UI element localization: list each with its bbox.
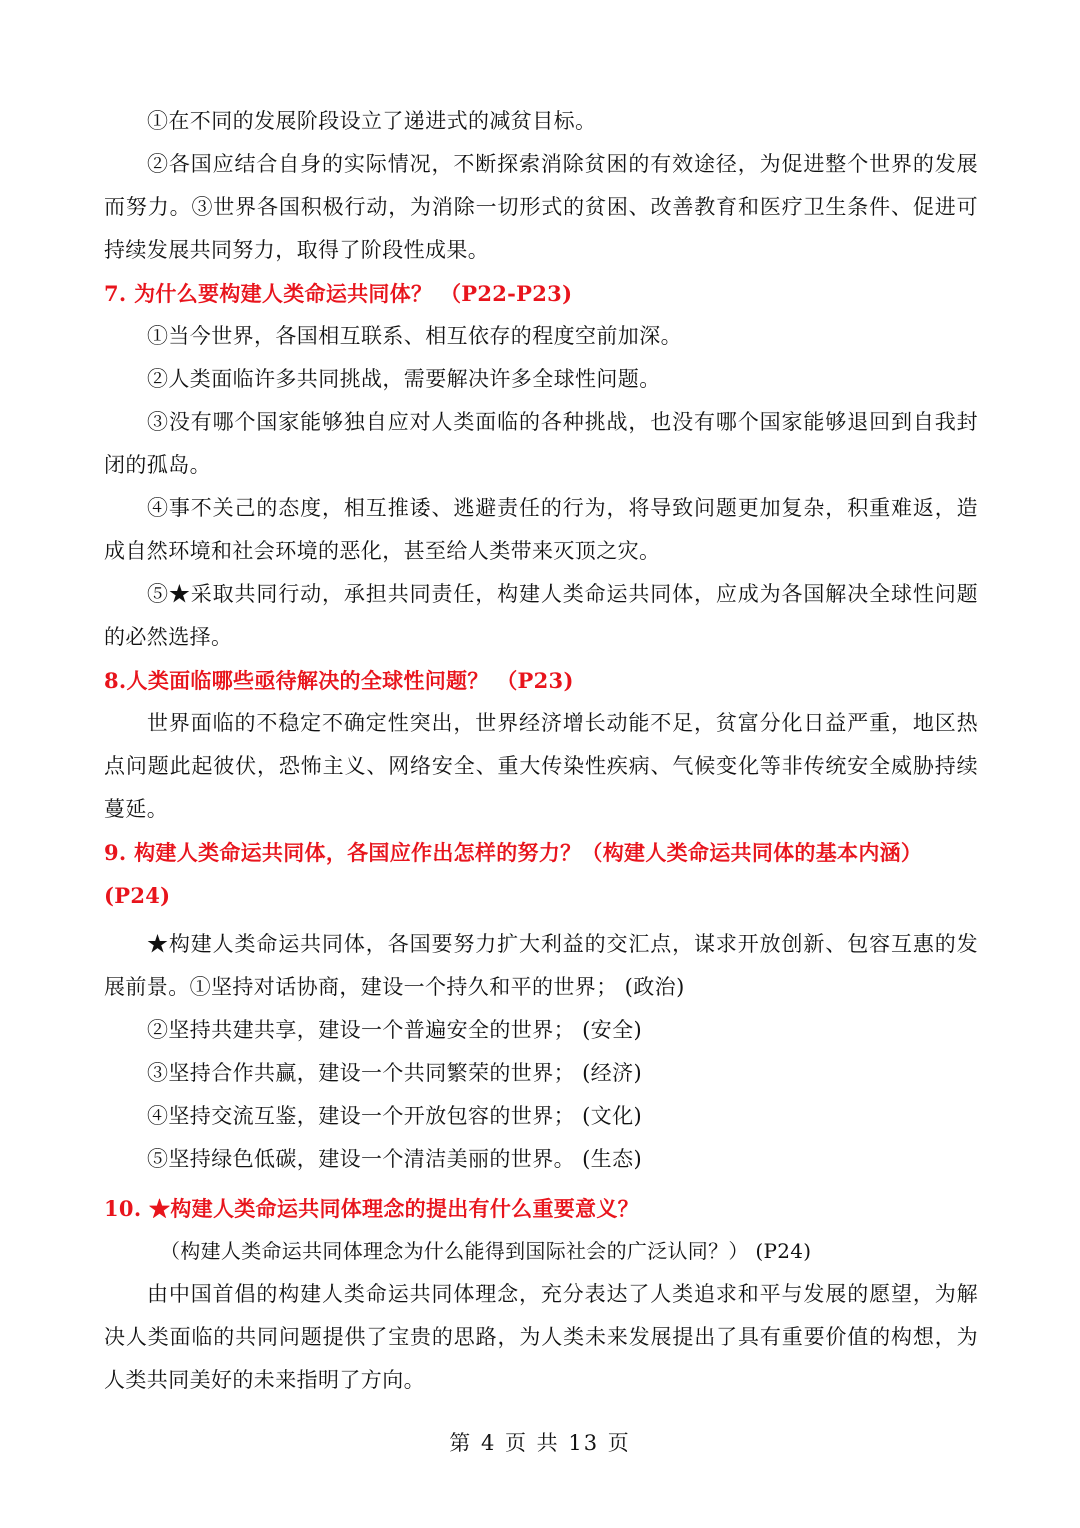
question-10-subtitle: （构建人类命运共同体理念为什么能得到国际社会的广泛认同？） (P24) xyxy=(160,1239,812,1263)
q9-item-4: ④坚持交流互鉴，建设一个开放包容的世界； (文化) xyxy=(147,1104,643,1128)
page-number: 第 4 页 共 13 页 xyxy=(449,1431,631,1455)
q9-answer: ★构建人类命运共同体，各国要努力扩大利益的交汇点，谋求开放创新、包容互惠的发展前景。①坚持对话协商，建设一个持久和平的世界； (政治) xyxy=(104,932,978,999)
q7-item-5: ⑤★采取共同行动，承担共同责任，构建人类命运共同体，应成为各国解决全球性问题的必然选择。 xyxy=(104,582,978,649)
q8-answer: 世界面临的不稳定不确定性突出，世界经济增长动能不足，贫富分化日益严重，地区热点问题此起彼伏，恐怖主义、网络安全、重大传染性疾病、气候变化等非传统安全威胁持续蔓延。 xyxy=(104,711,978,821)
q9-item-2: ②坚持共建共享，建设一个普遍安全的世界； (安全) xyxy=(147,1018,643,1042)
q10-answer: 由中国首倡的构建人类命运共同体理念，充分表达了人类追求和平与发展的愿望，为解决人类面临的共同问题提供了宝贵的思路，为人类未来发展提出了具有重要价值的构想，为人类共同美好的未来指明了方向。 xyxy=(104,1282,978,1392)
q7-item-2: ②人类面临许多共同挑战，需要解决许多全球性问题。 xyxy=(147,367,661,391)
question-9-title: 9. 构建人类命运共同体，各国应作出怎样的努力？（构建人类命运共同体的基本内涵）(P24) xyxy=(104,840,923,908)
q9-item-3: ③坚持合作共赢，建设一个共同繁荣的世界； (经济) xyxy=(147,1061,643,1085)
q7-item-3: ③没有哪个国家能够独自应对人类面临的各种挑战，也没有哪个国家能够退回到自我封闭的孤岛。 xyxy=(104,410,978,477)
intro-item-1: ①在不同的发展阶段设立了递进式的减贫目标。 xyxy=(147,109,597,133)
q7-item-1: ①当今世界，各国相互联系、相互依存的程度空前加深。 xyxy=(147,324,682,348)
question-10-title: 10. ★构建人类命运共同体理念的提出有什么重要意义？ xyxy=(104,1196,639,1221)
q7-item-4: ④事不关己的态度，相互推诿、逃避责任的行为，将导致问题更加复杂，积重难返，造成自然环境和社会环境的恶化，甚至给人类带来灭顶之灾。 xyxy=(104,496,978,563)
intro-item-2: ②各国应结合自身的实际情况，不断探索消除贫困的有效途径，为促进整个世界的发展而努力。③世界各国积极行动，为消除一切形式的贫困、改善教育和医疗卫生条件、促进可持续发展共同努力，取得了阶段性成果。 xyxy=(104,152,978,262)
document-page xyxy=(104,100,978,1402)
question-7-title: 7. 为什么要构建人类命运共同体？ （P22-P23) xyxy=(104,281,573,306)
question-8-title: 8.人类面临哪些亟待解决的全球性问题？ （P23) xyxy=(104,668,574,693)
q9-item-5: ⑤坚持绿色低碳，建设一个清洁美丽的世界。 (生态) xyxy=(147,1147,643,1171)
